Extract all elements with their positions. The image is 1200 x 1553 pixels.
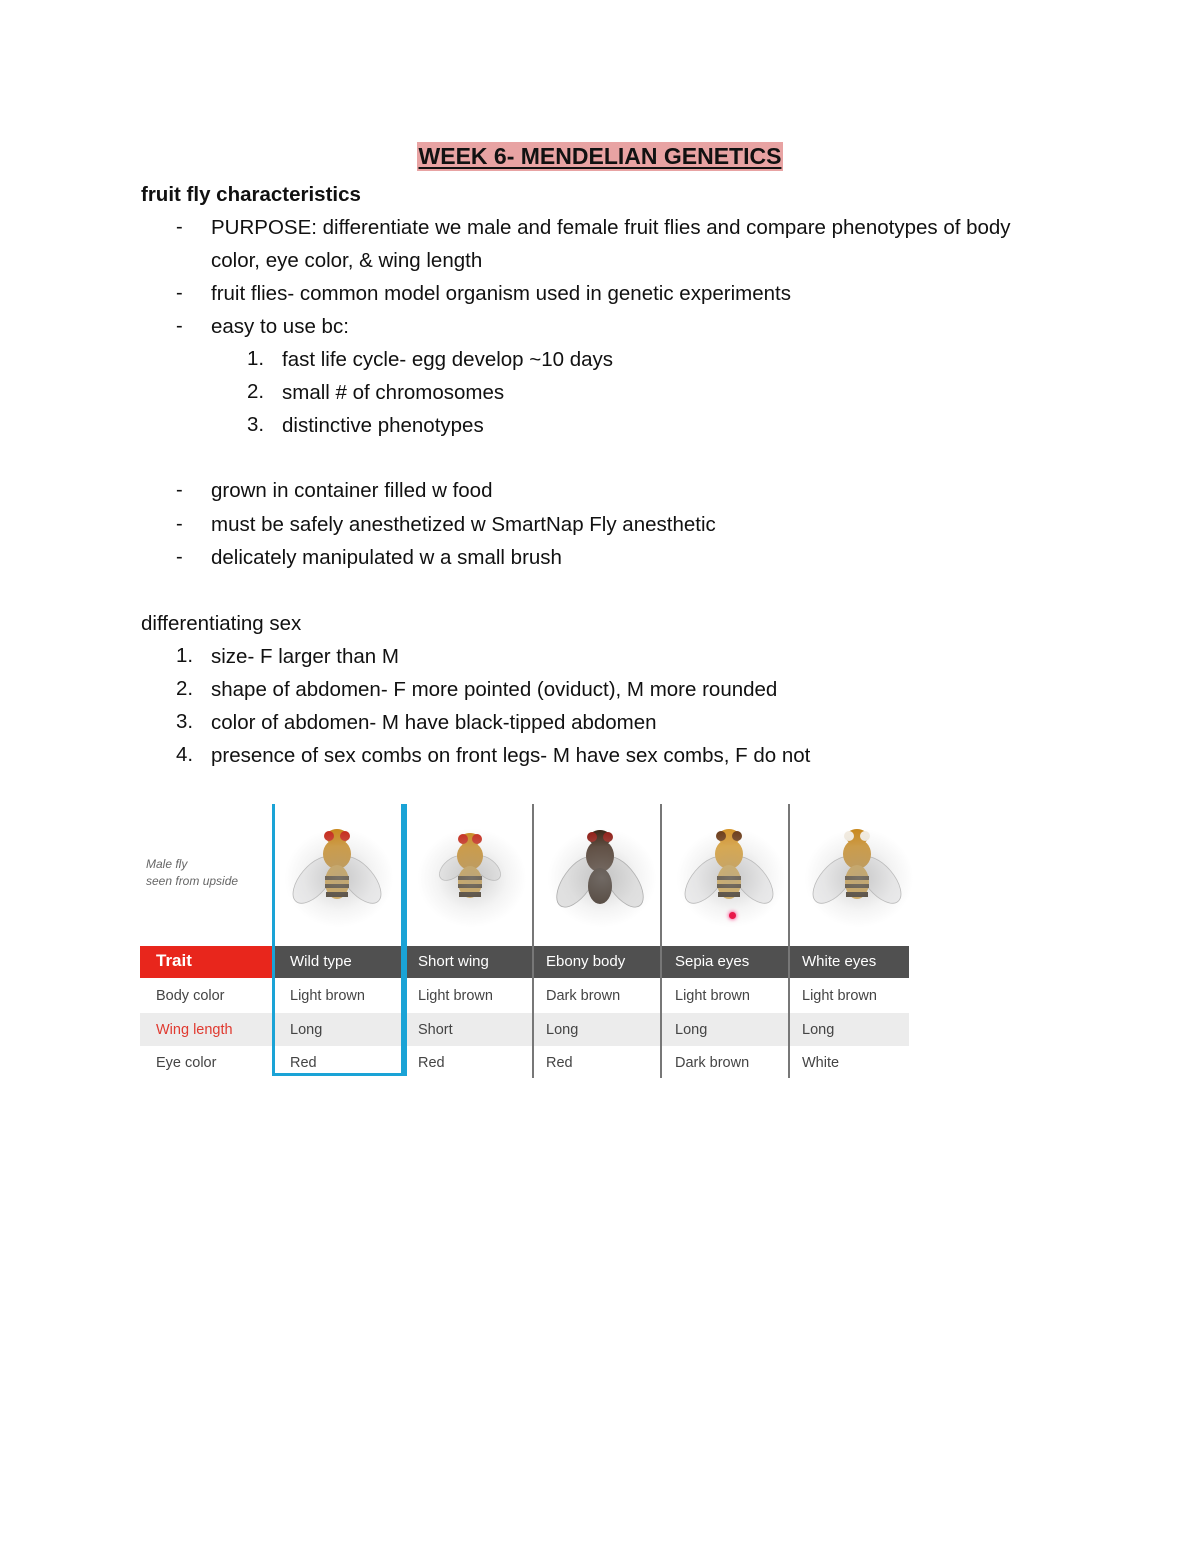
table-cell: Dark brown	[675, 1055, 750, 1071]
table-cell: Long	[546, 1022, 579, 1038]
bullet-dash: -	[176, 282, 183, 304]
page-title: WEEK 6- MENDELIAN GENETICS	[418, 143, 782, 169]
bullet-purpose-line1: PURPOSE: differentiate we male and female fruit flies and compare phenotypes of body	[211, 216, 1011, 239]
list-item: fast life cycle- egg develop ~10 days	[282, 348, 614, 371]
header-trait: Trait	[156, 951, 192, 970]
table-cell: Long	[675, 1022, 708, 1038]
header-white-eyes: White eyes	[802, 953, 877, 970]
table-cell: Short	[418, 1022, 453, 1038]
bullet-purpose-line2: color, eye color, & wing length	[211, 249, 483, 272]
red-marker-dot	[729, 912, 736, 919]
column-divider	[404, 804, 407, 1076]
column-divider	[532, 804, 534, 1078]
list-item: color of abdomen- M have black-tipped abdomen	[211, 711, 657, 734]
row-label-eye-color: Eye color	[156, 1055, 217, 1071]
table-cell: White	[802, 1055, 840, 1071]
table-cell: Red	[546, 1055, 573, 1071]
bullet-dash: -	[176, 513, 183, 535]
list-number: 1.	[176, 644, 194, 667]
table-cell: Light brown	[675, 988, 750, 1004]
list-number: 3.	[176, 710, 194, 733]
header-wild-type: Wild type	[290, 953, 352, 970]
bullet-dash: -	[176, 479, 183, 501]
list-number: 4.	[176, 743, 194, 766]
column-divider	[660, 804, 662, 1078]
fly-short-wing-image	[415, 818, 525, 933]
list-number: 2.	[247, 380, 265, 403]
header-short-wing: Short wing	[418, 953, 489, 970]
bullet-anesthetized: must be safely anesthetized w SmartNap Fly anesthetic	[211, 513, 716, 536]
list-number: 3.	[247, 413, 265, 436]
bullet-easy-to-use: easy to use bc:	[211, 315, 349, 338]
table-cell: Light brown	[418, 988, 493, 1004]
table-cell: Light brown	[290, 988, 365, 1004]
list-item: shape of abdomen- F more pointed (oviduct), M more rounded	[211, 678, 778, 701]
list-number: 1.	[247, 347, 265, 370]
phenotype-figure	[140, 802, 910, 1078]
table-cell: Long	[802, 1022, 835, 1038]
table-row	[140, 1046, 909, 1079]
bullet-dash: -	[176, 315, 183, 337]
fly-wild-type-image	[282, 818, 392, 933]
bullet-dash: -	[176, 216, 183, 238]
bullet-container: grown in container filled w food	[211, 479, 493, 502]
table-row	[140, 979, 909, 1012]
table-cell: Dark brown	[546, 988, 621, 1004]
header-sepia-eyes: Sepia eyes	[675, 953, 750, 970]
header-ebony-body: Ebony body	[546, 953, 626, 970]
bullet-model-organism: fruit flies- common model organism used in genetic experiments	[211, 282, 791, 305]
bullet-brush: delicately manipulated w a small brush	[211, 546, 562, 569]
table-row	[140, 1013, 909, 1046]
table-cell: Red	[418, 1055, 445, 1071]
table-cell: Light brown	[802, 988, 877, 1004]
list-number: 2.	[176, 677, 194, 700]
figure-caption: Male fly seen from upside	[146, 857, 239, 888]
list-item: size- F larger than M	[211, 645, 399, 668]
list-item: small # of chromosomes	[282, 381, 505, 404]
row-label-wing-length: Wing length	[156, 1022, 233, 1038]
row-label-body-color: Body color	[156, 988, 225, 1004]
list-item: distinctive phenotypes	[282, 414, 484, 437]
section-heading-sex: differentiating sex	[141, 612, 302, 635]
bullet-dash: -	[176, 546, 183, 568]
fly-white-eyes-image	[802, 818, 912, 933]
list-item: presence of sex combs on front legs- M have sex combs, F do not	[211, 744, 811, 767]
fly-ebony-body-image	[545, 818, 655, 933]
section-heading-characteristics: fruit fly characteristics	[141, 183, 361, 206]
table-cell: Long	[290, 1022, 323, 1038]
title-wrapper	[0, 142, 1200, 171]
column-divider	[788, 804, 790, 1078]
table-cell: Red	[290, 1055, 317, 1071]
